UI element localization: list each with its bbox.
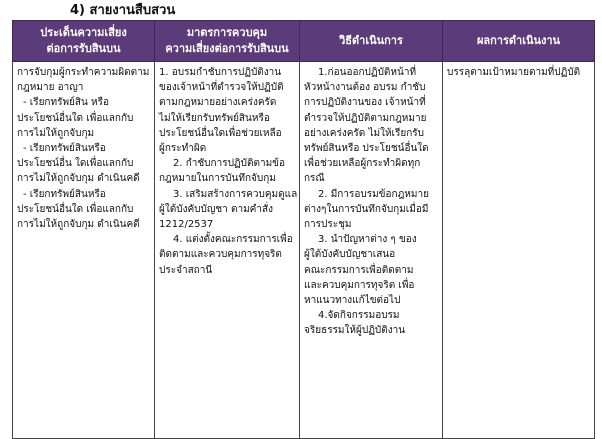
cell-line: กรณี xyxy=(304,173,325,185)
cell-line: จริยธรรมให้ผู้ปฏิบัติงาน xyxy=(304,325,406,337)
cell-risk-issue xyxy=(13,62,155,439)
cell-line: ประจำสถานี xyxy=(159,264,213,276)
cell-line: การไม่ให้ถูกจับกุม ดำเนินคดี xyxy=(17,173,140,185)
cell-control-measures xyxy=(155,62,300,439)
header-result xyxy=(443,21,595,62)
header-text: ประเด็นความเสี่ยง xyxy=(40,26,127,39)
cell-line: บรรลุตามเป้าหมายตามที่ปฏิบัติ xyxy=(447,67,581,78)
header-text: วิธีดำเนินการ xyxy=(339,34,403,47)
cell-line: ผู้ใต้บังคับบัญชาเสนอ xyxy=(304,249,396,261)
cell-line: 4.จัดกิจกรรมอบรม xyxy=(318,310,400,322)
header-text: ความเสี่ยงต่อการรับสินบน xyxy=(165,42,289,55)
table-row xyxy=(13,62,595,439)
header-text: ผลการดำเนินงาน xyxy=(476,34,561,47)
cell-line: 3. นำปัญหาต่าง ๆ ของ xyxy=(318,234,417,246)
cell-line: ของเจ้าหน้าที่ตำรวจให้ปฏิบัติ xyxy=(159,82,284,94)
table-header-row xyxy=(13,21,595,62)
cell-line: ตำรวจให้ปฏิบัติตามกฎหมาย xyxy=(304,112,427,124)
cell-result xyxy=(443,62,595,439)
cell-line: การไม่ให้ถูกจับกุม ดำเนินคดี xyxy=(17,219,140,231)
cell-line: ตามกฎหมายอย่างเคร่งครัด xyxy=(159,97,277,109)
cell-line: ทรัพย์สินหรือ ประโยชน์อื่นใด xyxy=(304,143,429,155)
cell-line: ไม่ให้เรียกรับทรัพย์สินหรือ xyxy=(159,112,270,124)
cell-line: 1. อบรมกำชับการปฏิบัติงาน xyxy=(159,67,282,78)
cell-line: กฎหมาย อาญา xyxy=(17,82,84,94)
cell-method xyxy=(300,62,443,439)
cell-line: คณะกรรมการเพื่อติดตาม xyxy=(304,264,414,276)
cell-line: การปฏิบัติงานของ เจ้าหน้าที่ xyxy=(304,97,426,109)
cell-line: ผู้กระทำผิด xyxy=(159,143,207,155)
risk-table xyxy=(12,20,595,439)
cell-line: 4. แต่งตั้งคณะกรรมการเพื่อ xyxy=(173,234,293,246)
cell-line: 3. เสริมสร้างการควบคุมดูแล xyxy=(173,188,298,200)
cell-line: - เรียกทรัพย์สิน หรือ xyxy=(23,97,109,109)
cell-line: เพื่อช่วยเหลือผู้กระทำผิดทุก xyxy=(304,158,421,170)
cell-line: ประโยชน์อื่นใด เพื่อแลกกับ xyxy=(17,112,134,124)
cell-line: ติดตามและควบคุมการทุจริต xyxy=(159,249,282,261)
header-text: มาตรการควบคุม xyxy=(186,26,268,39)
cell-line: ต่างๆในการบันทึกจับกุมเมื่อมี xyxy=(304,203,429,215)
cell-line: ประโยชน์อื่นใดเพื่อช่วยเหลือ xyxy=(159,127,282,139)
header-risk-issue xyxy=(13,21,155,62)
cell-line: การไม่ให้ถูกจับกุม xyxy=(17,127,95,139)
cell-line: - เรียกทรัพย์สินหรือ xyxy=(23,143,106,155)
section-title: 4) สายงานสืบสวน xyxy=(70,3,176,18)
cell-line: การประชุม xyxy=(304,219,352,231)
header-control-measures xyxy=(155,21,300,62)
cell-line: ประโยชน์อื่น ใดเพื่อแลกกับ xyxy=(17,158,134,170)
cell-line: หาแนวทางแก้ไขต่อไป xyxy=(304,295,401,307)
cell-line: 1.ก่อนออกปฏิบัติหน้าที่ xyxy=(318,67,417,78)
cell-line: 2. กำชับการปฏิบัติตามข้อ xyxy=(173,158,286,170)
header-text: ต่อการรับสินบน xyxy=(46,42,121,55)
cell-line: ผู้ใต้บังคับบัญชา ตามคำสั่ง xyxy=(159,203,273,215)
cell-line: 2. มีการอบรมข้อกฎหมาย xyxy=(318,188,429,200)
cell-line: - เรียกทรัพย์สินหรือ xyxy=(23,188,106,200)
header-method xyxy=(300,21,443,62)
cell-line: และควบคุมการทุจริต เพื่อ xyxy=(304,279,415,291)
cell-line: กฎหมายในการบันทึกจับกุม xyxy=(159,173,276,185)
cell-line: อย่างเคร่งครัด ไม่ให้เรียกรับ xyxy=(304,127,424,139)
cell-line: การจับกุมผู้กระทำความผิดตาม xyxy=(17,67,150,78)
cell-line: ประโยชน์อื่นใด เพื่อแลกกับ xyxy=(17,203,134,215)
cell-line: 1212/2537 xyxy=(159,219,214,231)
cell-line: หัวหน้างานต้อง อบรม กำชับ xyxy=(304,82,426,94)
